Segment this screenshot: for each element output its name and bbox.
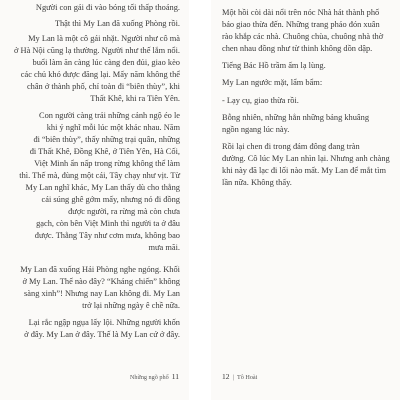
text-line: Tiếng Bác Hồ trầm ấm lạ lùng. <box>222 61 326 70</box>
text-line: ở đây. My Lan ở đây. Thế là My Lan cứ ở đây. <box>24 330 180 339</box>
text-line: cái súng ghê gớm mấy, nhưng nó đi đồng <box>41 195 180 204</box>
text-line: My Lan là một cô gái nhặt. Người như cô mà <box>28 34 180 43</box>
text-line: các chủ khó được đăng lại. Mấy năm không thể <box>20 70 180 79</box>
text-line: ở My Lan. Thế nào đây? “Kháng chiến” không <box>22 277 180 286</box>
page-number: 12 <box>222 372 230 381</box>
text-line: Thất Khê, khi ra Tiên Yên. <box>90 94 180 103</box>
text-line: My Lan nghĩ khác, My Lan thấy dù cho thằng <box>25 183 180 192</box>
text-line: ở Hà Nội cũng lạ thường. Người như thế lắm nổi. <box>14 46 180 55</box>
text-line: thì. Thế mà, đùng một cái, Tây chạy như vịt. Từ <box>19 171 180 180</box>
text-line: được. Thằng Tây như cơm mưa, không bao <box>34 231 180 240</box>
text-line: Rồi lại chen đi trong đám đông đang tràn <box>222 142 360 151</box>
text-line: Việt Minh ẩn nấp trong rừng không thể làm <box>34 159 180 168</box>
text-line: Người con gái đi vào bóng tối thấp thoáng. <box>35 3 180 12</box>
text-line: được người, ra rừng mà còn chưa <box>68 207 180 216</box>
right-page-footer: 12 | Tô Hoài <box>222 372 258 381</box>
text-line: sàng xinh”! Nhưng nay Lan không đi. My Lan <box>24 289 180 298</box>
text-line: Một hồi còi dài nổi trên nóc Nhà hát thành phố <box>222 8 380 17</box>
text-line: khi này đã lạc đi lối nào mất. My Lan để mắt tìm <box>222 166 386 175</box>
text-line: khi ý nghĩ mỗi lúc một khác nhau. Năm <box>46 123 180 132</box>
right-page <box>211 0 400 400</box>
text-line: đường. Cô lúc My Lan nhìn lại. Nhưng anh chàng <box>222 154 390 163</box>
text-line: buổi làm ăn càng lúc càng đen đủi, giao kèo <box>32 58 180 67</box>
text-line: báo giao thừa đến. Những trang pháo đón xuân <box>222 20 380 29</box>
left-page-footer <box>130 372 179 381</box>
text-line: - Lạy cụ, giao thừa rồi. <box>222 96 299 105</box>
left-page <box>0 0 189 400</box>
book-gutter <box>189 0 211 400</box>
text-line: rào khắp các nhà. Chuông chùa, chuông nhà thờ <box>222 32 384 41</box>
page-number: 11 <box>171 372 179 381</box>
running-title: Những ngõ phố <box>129 374 169 381</box>
text-line: My Lan ngước mặt, lẩm bẩm: <box>222 78 323 87</box>
text-line: My Lan đã xuống Hải Phòng nghe ngóng. Khối <box>20 265 180 274</box>
author-name: Tô Hoài <box>236 374 258 381</box>
text-line: mưa mãi. <box>148 243 180 252</box>
text-line: chân ở thành phố, chỉ toàn đi “biên thùy”, khi <box>26 82 180 91</box>
text-line: trở lại những ngày ê chề nữa. <box>82 301 180 310</box>
text-line: đi Thất Khê, Đồng Khê, ở Tiên Yên, Hà Cối, <box>29 147 180 156</box>
text-line: Con người càng trải những cảnh ngộ éo le <box>39 111 180 120</box>
text-line: ngồn ngang lúc này. <box>222 125 290 134</box>
text-line: Thật thì My Lan đã xuống Phòng rồi. <box>54 19 180 28</box>
text-line: Bỗng nhiên, những hẳn những bảng khuâng <box>222 113 370 122</box>
text-line: lần nữa. Không thấy. <box>222 178 292 187</box>
text-line: chen nhau đồng như từ thinh không dồn dập. <box>222 44 373 53</box>
text-line: Lại rắc ngập ngụa lấy lội. Những người khốn <box>28 318 180 327</box>
text-line: đi “biên thùy”, thấy những trại quân, những <box>33 135 180 144</box>
text-line: gạch, còn bên Việt Minh thì người ta ở đâu <box>36 219 180 228</box>
